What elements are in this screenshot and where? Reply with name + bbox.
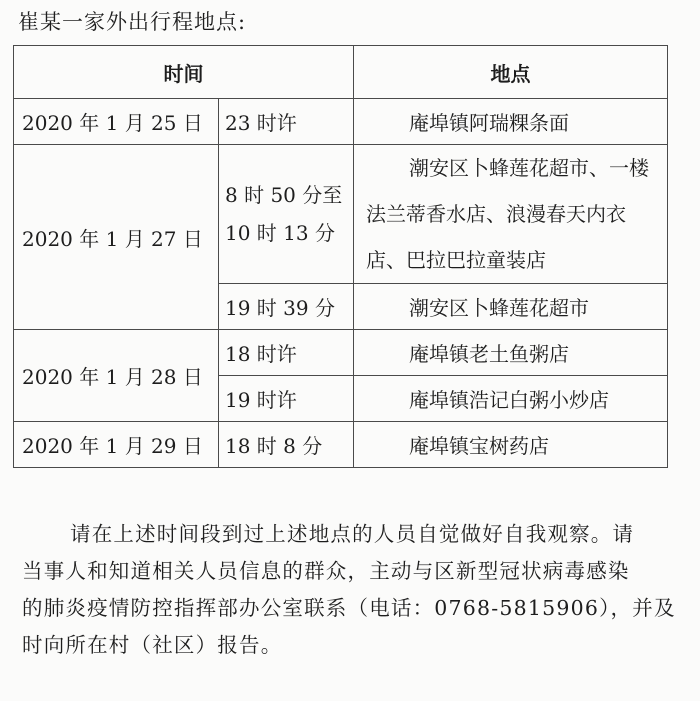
place-line: 潮安区卜蜂莲花超市、一楼 xyxy=(409,156,649,180)
date-cell: 2020 年 1 月 27 日 xyxy=(14,145,219,330)
time-cell: 18 时 8 分 xyxy=(219,422,354,468)
notice-line: 的肺炎疫情防控指挥部办公室联系（电话：0768-5815906），并及 xyxy=(22,596,676,620)
place-cell: 庵埠镇阿瑞粿条面 xyxy=(354,99,668,145)
date-cell: 2020 年 1 月 29 日 xyxy=(14,422,219,468)
place-cell: 庵埠镇宝树药店 xyxy=(354,422,668,468)
time-cell xyxy=(219,145,354,284)
time-cell: 18 时许 xyxy=(219,330,354,376)
notice-paragraph xyxy=(22,516,677,664)
place-cell xyxy=(354,145,668,284)
place-cell: 潮安区卜蜂莲花超市 xyxy=(354,284,668,330)
table-row xyxy=(14,422,668,468)
place-line: 法兰蒂香水店、浪漫春天内衣 xyxy=(366,202,626,226)
time-cell: 23 时许 xyxy=(219,99,354,145)
header-place: 地点 xyxy=(354,46,668,99)
time-line: 8 时 50 分至 xyxy=(225,183,343,207)
table-header-row xyxy=(14,46,668,99)
date-cell: 2020 年 1 月 28 日 xyxy=(14,330,219,422)
notice-line: 请在上述时间段到过上述地点的人员自觉做好自我观察。请 xyxy=(70,522,635,546)
place-line: 店、巴拉巴拉童装店 xyxy=(366,248,546,272)
time-line: 10 时 13 分 xyxy=(225,221,335,245)
table-row xyxy=(14,330,668,376)
itinerary-heading: 崔某一家外出行程地点: xyxy=(18,10,247,34)
table-row xyxy=(14,99,668,145)
place-cell: 庵埠镇浩记白粥小炒店 xyxy=(354,376,668,422)
place-cell: 庵埠镇老土鱼粥店 xyxy=(354,330,668,376)
header-time: 时间 xyxy=(14,46,354,99)
notice-line: 时向所在村（社区）报告。 xyxy=(22,633,283,657)
time-cell: 19 时 39 分 xyxy=(219,284,354,330)
time-cell: 19 时许 xyxy=(219,376,354,422)
date-cell: 2020 年 1 月 25 日 xyxy=(14,99,219,145)
table-row xyxy=(14,145,668,284)
notice-line: 当事人和知道相关人员信息的群众，主动与区新型冠状病毒感染 xyxy=(22,559,630,583)
itinerary-table xyxy=(13,45,668,468)
